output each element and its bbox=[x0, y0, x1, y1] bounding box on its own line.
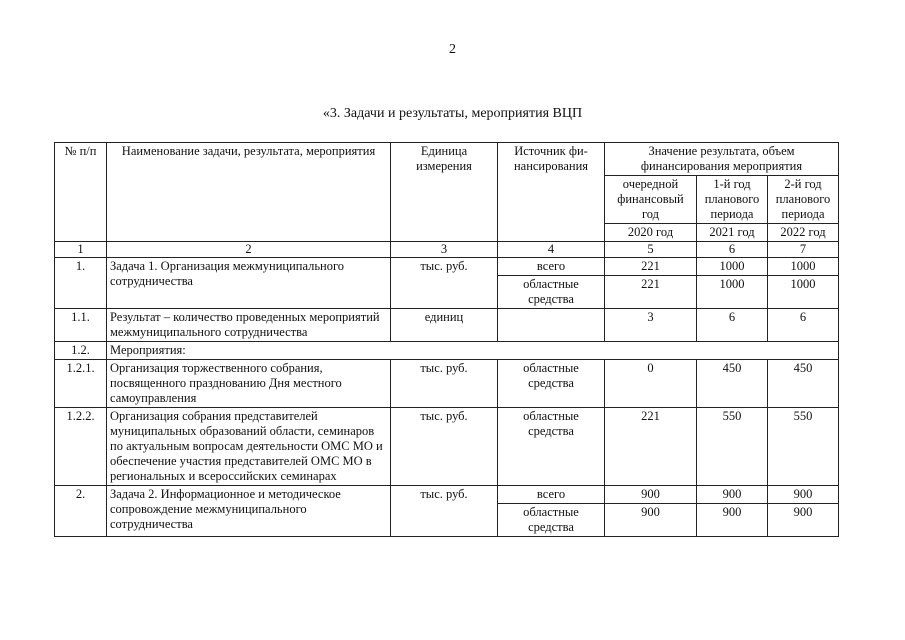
column-number: 2 bbox=[107, 242, 391, 258]
header-plan-year-1: 1-й год планового периода bbox=[697, 176, 768, 224]
row-name: Мероприятия: bbox=[107, 342, 839, 360]
value-2020: 900 bbox=[605, 504, 697, 537]
header-year-2020: 2020 год bbox=[605, 224, 697, 242]
row-unit: тыс. руб. bbox=[391, 486, 498, 537]
row-source: областные средства bbox=[498, 504, 605, 537]
table-row bbox=[55, 342, 839, 360]
column-number: 7 bbox=[768, 242, 839, 258]
value-2022: 1000 bbox=[768, 258, 839, 276]
column-number: 1 bbox=[55, 242, 107, 258]
value-2020: 900 bbox=[605, 486, 697, 504]
value-2022: 900 bbox=[768, 486, 839, 504]
table-row bbox=[55, 486, 839, 504]
value-2022: 900 bbox=[768, 504, 839, 537]
header-current-year: очередной финансовый год bbox=[605, 176, 697, 224]
value-2020: 221 bbox=[605, 258, 697, 276]
tasks-table bbox=[54, 142, 839, 537]
value-2022: 450 bbox=[768, 360, 839, 408]
row-number: 1.1. bbox=[55, 309, 107, 342]
row-source: всего bbox=[498, 258, 605, 276]
value-2021: 550 bbox=[697, 408, 768, 486]
header-name: Наименование задачи, результата, мероприятия bbox=[107, 143, 391, 242]
table-row bbox=[55, 408, 839, 486]
value-2021: 900 bbox=[697, 486, 768, 504]
row-number: 2. bbox=[55, 486, 107, 537]
row-unit: тыс. руб. bbox=[391, 408, 498, 486]
value-2022: 6 bbox=[768, 309, 839, 342]
header-year-2021: 2021 год bbox=[697, 224, 768, 242]
value-2021: 6 bbox=[697, 309, 768, 342]
row-unit: тыс. руб. bbox=[391, 360, 498, 408]
value-2021: 1000 bbox=[697, 276, 768, 309]
header-number: № п/п bbox=[55, 143, 107, 242]
value-2020: 3 bbox=[605, 309, 697, 342]
row-source: областные средства bbox=[498, 360, 605, 408]
row-number: 1. bbox=[55, 258, 107, 309]
column-number: 6 bbox=[697, 242, 768, 258]
value-2021: 450 bbox=[697, 360, 768, 408]
row-number: 1.2.2. bbox=[55, 408, 107, 486]
section-heading: «3. Задачи и результаты, мероприятия ВЦП bbox=[322, 106, 583, 121]
row-source bbox=[498, 309, 605, 342]
row-source: областные средства bbox=[498, 276, 605, 309]
column-number-row bbox=[55, 242, 839, 258]
row-name: Задача 2. Информационное и методическое сопровождение межмуниципального сотрудничества bbox=[107, 486, 391, 537]
value-2022: 1000 bbox=[768, 276, 839, 309]
column-number: 4 bbox=[498, 242, 605, 258]
row-unit: единиц bbox=[391, 309, 498, 342]
value-2021: 900 bbox=[697, 504, 768, 537]
row-source: областные средства bbox=[498, 408, 605, 486]
table-row bbox=[55, 360, 839, 408]
page-number: 2 bbox=[449, 42, 456, 57]
value-2022: 550 bbox=[768, 408, 839, 486]
row-name: Организация собрания представителей муниципальных образований области, семинаров по актуальным вопросам деятельности ОМС МО и обеспечение участия представителей ОМС МО в региональных и всероссийских семинарах bbox=[107, 408, 391, 486]
row-number: 1.2. bbox=[55, 342, 107, 360]
value-2021: 1000 bbox=[697, 258, 768, 276]
row-name: Результат – количество проведенных мероприятий межмуниципального сотрудничества bbox=[107, 309, 391, 342]
row-number: 1.2.1. bbox=[55, 360, 107, 408]
row-name: Организация торжественного собрания, посвященного празднованию Дня местного самоуправления bbox=[107, 360, 391, 408]
table-row bbox=[55, 258, 839, 276]
header-unit: Единица измерения bbox=[391, 143, 498, 242]
value-2020: 0 bbox=[605, 360, 697, 408]
header-source: Источник фи-нансирования bbox=[498, 143, 605, 242]
header-value-group: Значение результата, объем финансирования мероприятия bbox=[605, 143, 839, 176]
table-row bbox=[55, 309, 839, 342]
value-2020: 221 bbox=[605, 408, 697, 486]
row-unit: тыс. руб. bbox=[391, 258, 498, 309]
row-source: всего bbox=[498, 486, 605, 504]
header-plan-year-2: 2-й год планового периода bbox=[768, 176, 839, 224]
header-year-2022: 2022 год bbox=[768, 224, 839, 242]
column-number: 5 bbox=[605, 242, 697, 258]
value-2020: 221 bbox=[605, 276, 697, 309]
column-number: 3 bbox=[391, 242, 498, 258]
row-name: Задача 1. Организация межмуниципального сотрудничества bbox=[107, 258, 391, 309]
